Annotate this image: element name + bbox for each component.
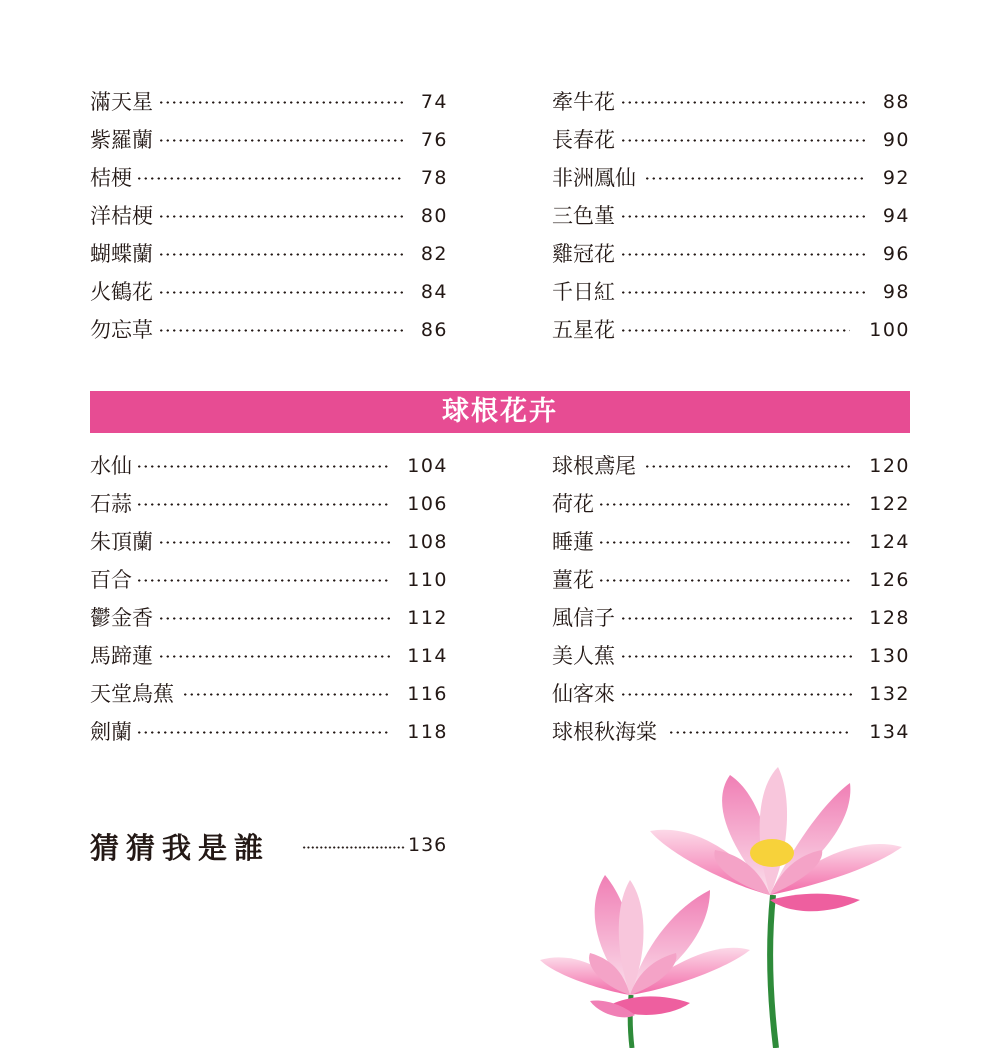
toc-entry[interactable]	[90, 163, 448, 193]
toc-entry[interactable]	[90, 315, 448, 345]
entry-page: 106	[407, 493, 448, 515]
entry-page: 104	[407, 455, 448, 477]
toc-entry[interactable]	[552, 603, 910, 633]
entry-page: 130	[869, 645, 910, 667]
toc-entry[interactable]	[90, 565, 448, 595]
toc-entry[interactable]	[90, 87, 448, 117]
entry-name: 百合	[90, 565, 134, 595]
entry-page: 120	[869, 455, 910, 477]
entry-name: 美人蕉	[552, 641, 617, 671]
entry-page: 128	[869, 607, 910, 629]
quiz-leader-dots	[302, 846, 406, 849]
entry-page: 86	[420, 319, 448, 341]
entry-name: 雞冠花	[552, 239, 617, 269]
entry-name: 紫羅蘭	[90, 125, 155, 155]
toc-entry[interactable]	[90, 277, 448, 307]
entry-page: 132	[869, 683, 910, 705]
entry-page: 100	[869, 319, 910, 341]
lotus-illustration	[530, 765, 910, 1048]
entry-name: 三色堇	[552, 201, 617, 231]
toc-entry[interactable]	[90, 201, 448, 231]
toc-entry[interactable]	[552, 641, 910, 671]
toc-entry[interactable]	[552, 315, 910, 345]
entry-page: 76	[420, 129, 448, 151]
entry-page: 96	[882, 243, 910, 265]
entry-name: 石蒜	[90, 489, 134, 519]
entry-name: 火鶴花	[90, 277, 155, 307]
toc-entry[interactable]	[90, 527, 448, 557]
entry-name: 球根秋海棠	[552, 717, 659, 747]
entry-page: 84	[420, 281, 448, 303]
entry-page: 122	[869, 493, 910, 515]
toc-entry[interactable]	[552, 125, 910, 155]
entry-name: 睡蓮	[552, 527, 596, 557]
toc-entry[interactable]	[90, 239, 448, 269]
toc-entry[interactable]	[552, 565, 910, 595]
lotus-flower-right	[650, 767, 902, 911]
entry-page: 112	[407, 607, 448, 629]
entry-name: 千日紅	[552, 277, 617, 307]
entry-page: 126	[869, 569, 910, 591]
toc-entry[interactable]	[552, 163, 910, 193]
entry-name: 劍蘭	[90, 717, 134, 747]
toc-entry[interactable]	[90, 679, 448, 709]
entry-page: 74	[420, 91, 448, 113]
toc-entry[interactable]	[552, 239, 910, 269]
toc-entry[interactable]	[552, 527, 910, 557]
entry-name: 水仙	[90, 451, 134, 481]
entry-name: 天堂鳥蕉	[90, 679, 176, 709]
entry-name: 風信子	[552, 603, 617, 633]
entry-name: 滿天星	[90, 87, 155, 117]
toc-entry[interactable]	[552, 277, 910, 307]
entry-page: 98	[882, 281, 910, 303]
entry-page: 82	[420, 243, 448, 265]
entry-name: 蝴蝶蘭	[90, 239, 155, 269]
entry-page: 108	[407, 531, 448, 553]
toc-entry[interactable]	[90, 717, 448, 747]
entry-page: 80	[420, 205, 448, 227]
toc-entry[interactable]	[552, 489, 910, 519]
entry-name: 薑花	[552, 565, 596, 595]
entry-name: 球根鳶尾	[552, 451, 638, 481]
entry-name: 洋桔梗	[90, 201, 155, 231]
toc-entry[interactable]	[552, 87, 910, 117]
toc-entry[interactable]	[552, 717, 910, 747]
entry-page: 92	[882, 167, 910, 189]
quiz-page: 136	[408, 834, 448, 856]
entry-page: 78	[420, 167, 448, 189]
entry-name: 仙客來	[552, 679, 617, 709]
toc-entry[interactable]	[552, 201, 910, 231]
entry-name: 桔梗	[90, 163, 134, 193]
entry-page: 114	[407, 645, 448, 667]
entry-page: 116	[407, 683, 448, 705]
entry-page: 110	[407, 569, 448, 591]
entry-name: 勿忘草	[90, 315, 155, 345]
toc-entry[interactable]	[552, 679, 910, 709]
entry-name: 荷花	[552, 489, 596, 519]
section-banner	[90, 391, 910, 433]
entry-page: 88	[882, 91, 910, 113]
entry-page: 124	[869, 531, 910, 553]
entry-name: 牽牛花	[552, 87, 617, 117]
toc-entry[interactable]	[90, 489, 448, 519]
toc-entry[interactable]	[90, 125, 448, 155]
entry-page: 94	[882, 205, 910, 227]
entry-page: 90	[882, 129, 910, 151]
toc-entry[interactable]	[90, 451, 448, 481]
entry-page: 118	[407, 721, 448, 743]
entry-name: 長春花	[552, 125, 617, 155]
entry-name: 非洲鳳仙	[552, 163, 638, 193]
lotus-flower-left	[540, 875, 750, 1017]
toc-entry[interactable]	[552, 451, 910, 481]
entry-name: 五星花	[552, 315, 617, 345]
entry-name: 馬蹄蓮	[90, 641, 155, 671]
entry-page: 134	[869, 721, 910, 743]
toc-entry[interactable]	[90, 641, 448, 671]
quiz-title[interactable]: 猜猜我是誰	[90, 831, 271, 865]
entry-name: 鬱金香	[90, 603, 155, 633]
toc-entry[interactable]	[90, 603, 448, 633]
section-title: 球根花卉	[442, 396, 558, 427]
entry-name: 朱頂蘭	[90, 527, 155, 557]
